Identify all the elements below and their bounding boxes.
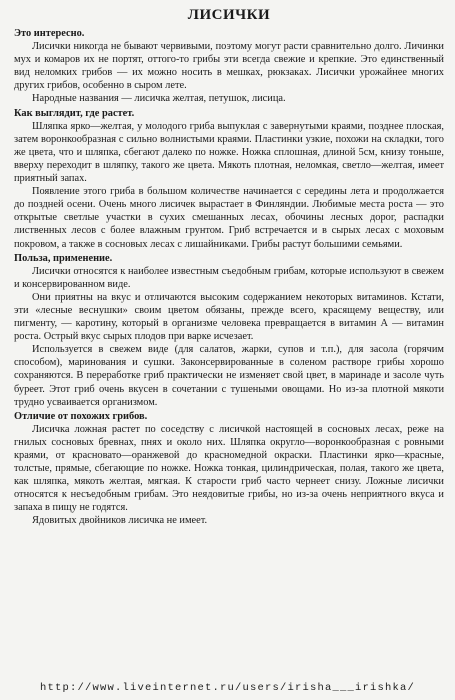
paragraph: Лисички никогда не бывают червивыми, поэтому могут расти сравнительно долго. Личинки мух и комаров их не портят, оттого-то грибы эти всегда свежие и крепкие. Это единственный вид неломких грибов — их можно носить в мешках, рюкзаках. Лисички урожайнее многих других грибов, особенно в сыром лете.: [14, 41, 444, 92]
paragraph: Шляпка ярко—желтая, у молодого гриба выпуклая с завернутыми краями, позднее плоская, затем воронкообразная с сильно волнистыми краями. Пластинки узкие, похожи на складки, того же цвета, что и шляпка, сбегают далеко по ножке. Ножка сплошная, длиной 5см, книзу тоньше, вверху переходит в шляпку, такого же цвета. Мякоть плотная, неломкая, светло—желтая, имеет приятный запах.: [14, 120, 444, 185]
section-heading: Польза, применение.: [14, 252, 113, 264]
section-usage: [14, 252, 444, 409]
paragraph: Лисичка ложная растет по соседству с лисичкой настоящей в сосновых лесах, реже на гнилых сосновых бревнах, пнях и около них. Шляпка округло—воронкообразная с ровными краями, от красновато—оранжевой до красномедной окраски. Пластинки ярко—красные, толстые, прямые, сбегающие по ножке. Ножка тонкая, цилиндрическая, полая, такого же цвета, как шляпка, мякоть желтая, мягкая. К старости гриб часто чернеет снизу. Ложные лисички относятся к несъедобным грибам. Это неядовитые грибы, но из-за очень неприятного вкуса и запаха в пищу не годятся.: [14, 423, 444, 514]
paragraph: Появление этого гриба в большом количестве начинается с середины лета и продолжается до поздней осени. Очень много лисичек вырастает в Финляндии. Любимые места роста — это открытые светлые участки в сухих смешанных лесах, обочины лесных дорог, распадки лиственных лесов с более влажным грунтом. Гриб встречается и в сырых лесах с моховым покровом, а также в сосновых лесах с лишайниками. Грибы растут большими семьями.: [14, 186, 444, 250]
paragraph: Используется в свежем виде (для салатов, жарки, супов и т.п.), для засола (горячим способом), маринования и сушки. Законсервированные в соленом растворе грибы хорошо сохраняются. В переработке гриб практически не изменяет свой цвет, в маринаде и засоле чуть буреет. Этот гриб очень вкусен в сочетании с тушеными овощами. Но из-за плотной мякоти трудно усваивается организмом.: [14, 344, 444, 408]
section-appearance: [14, 107, 444, 251]
section-interesting: [14, 27, 444, 106]
document-page: [14, 6, 444, 529]
paragraph: Лисички относятся к наиболее известным съедобным грибам, которые используют в свежем и консервированном виде.: [14, 265, 444, 290]
section-lookalikes: [14, 410, 444, 528]
section-heading: Отличие от похожих грибов.: [14, 410, 148, 422]
source-url: http://www.liveinternet.ru/users/irisha___irishka/: [39, 682, 416, 694]
paragraph: Ядовитых двойников лисичка не имеет.: [32, 515, 208, 527]
paragraph: Народные названия — лисичка желтая, петушок, лисица.: [32, 93, 286, 105]
section-heading: Как выглядит, где растет.: [14, 107, 135, 119]
paragraph: Они приятны на вкус и отличаются высоким содержанием некоторых витаминов. Кстати, эти «лесные веснушки» своим цветом обязаны, прежде всего, красящему веществу, или пигменту, — каротину, который в организме человека превращается в витамин А — витамин роста. Острый вкус сырых плодов при варке исчезает.: [14, 291, 444, 343]
page-title: ЛИСИЧКИ: [187, 7, 271, 23]
section-heading: Это интересно.: [14, 28, 85, 39]
